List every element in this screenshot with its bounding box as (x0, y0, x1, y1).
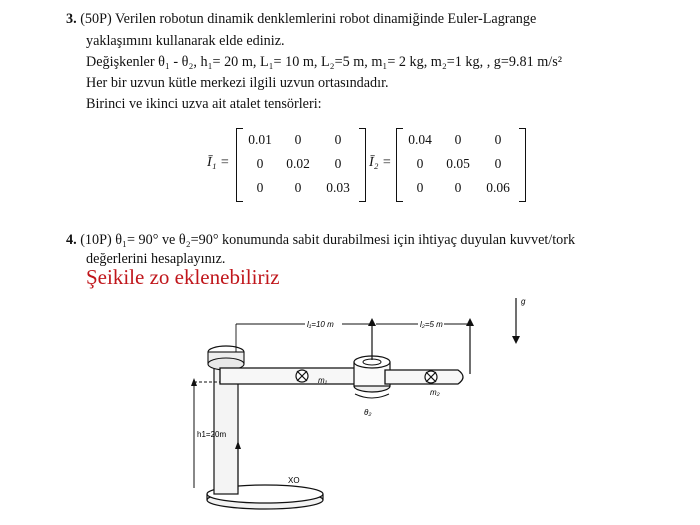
robot-joint-2 (354, 318, 390, 398)
q4-number: 4. (66, 232, 77, 248)
matrix-cell: 0.06 (486, 180, 510, 195)
label-theta2: θ₂ (364, 408, 372, 417)
q4-points: (10P) (80, 232, 112, 248)
robot-figure (180, 290, 540, 520)
matrix-i2 (396, 128, 526, 204)
matrix-cell: 0.05 (446, 156, 470, 171)
q3-points: (50P) (80, 11, 112, 27)
label-l1: l₁=10 m (307, 320, 334, 329)
matrix-i1-label: Ī₁ = (207, 155, 230, 170)
label-g: g (521, 297, 526, 306)
q3-text-1: Verilen robotun dinamik denklemlerini robot dinamiğinde Euler-Lagrange (115, 11, 537, 27)
label-h1: h1=20m (197, 430, 227, 439)
matrix-cell: 0.01 (248, 132, 272, 147)
matrix-cell: 0 (416, 180, 424, 195)
label-x0: XO (288, 476, 300, 485)
matrix-cell: 0 (256, 180, 264, 195)
matrix-cell: 0.02 (286, 156, 310, 171)
q3-line1 (66, 10, 536, 29)
matrix-cell: 0 (256, 156, 264, 171)
matrix-cell: 0 (334, 132, 342, 147)
matrix-i1 (236, 128, 366, 204)
matrix-cell: 0 (334, 156, 342, 171)
matrix-cell: 0.03 (326, 180, 350, 195)
red-note: Şeikile zo eklenebiliriz (86, 265, 280, 289)
matrix-cell: 0 (494, 156, 502, 171)
label-l2: l₂=5 m (420, 320, 443, 329)
matrix-i2-label: Ī₂ = (369, 155, 392, 170)
q3-number: 3. (66, 11, 77, 27)
q4-text-1: θ₁= 90° ve θ₂=90° konumunda sabit durabilmesi için ihtiyaç duyulan kuvvet/tork (115, 232, 576, 248)
matrix-cell: 0 (294, 132, 302, 147)
q3-line5: Birinci ve ikinci uzva ait atalet tensörleri: (86, 96, 322, 112)
q4-line2: değerlerini hesaplayınız. (86, 251, 226, 267)
matrix-cell: 0 (454, 180, 462, 195)
q3-line4: Her bir uzvun kütle merkezi ilgili uzvun ortasındadır. (86, 75, 389, 91)
matrix-cell: 0 (294, 180, 302, 195)
matrix-cell: 0.04 (408, 132, 432, 147)
q3-line3: Değişkenler θ₁ - θ₂, h₁= 20 m, L₁= 10 m, L₂=5 m, m₁= 2 kg, m₂=1 kg, , g=9.81 m/s² (86, 54, 563, 70)
matrix-cell: 0 (454, 132, 462, 147)
matrix-i1-right-bracket (359, 128, 366, 202)
q4-line1 (66, 231, 575, 250)
matrix-cell: 0 (494, 132, 502, 147)
label-m1: m₁ (318, 376, 328, 385)
q3-line2: yaklaşımını kullanarak elde ediniz. (86, 33, 285, 49)
matrix-i2-right-bracket (519, 128, 526, 202)
matrix-cell: 0 (416, 156, 424, 171)
label-m2: m₂ (430, 388, 440, 397)
